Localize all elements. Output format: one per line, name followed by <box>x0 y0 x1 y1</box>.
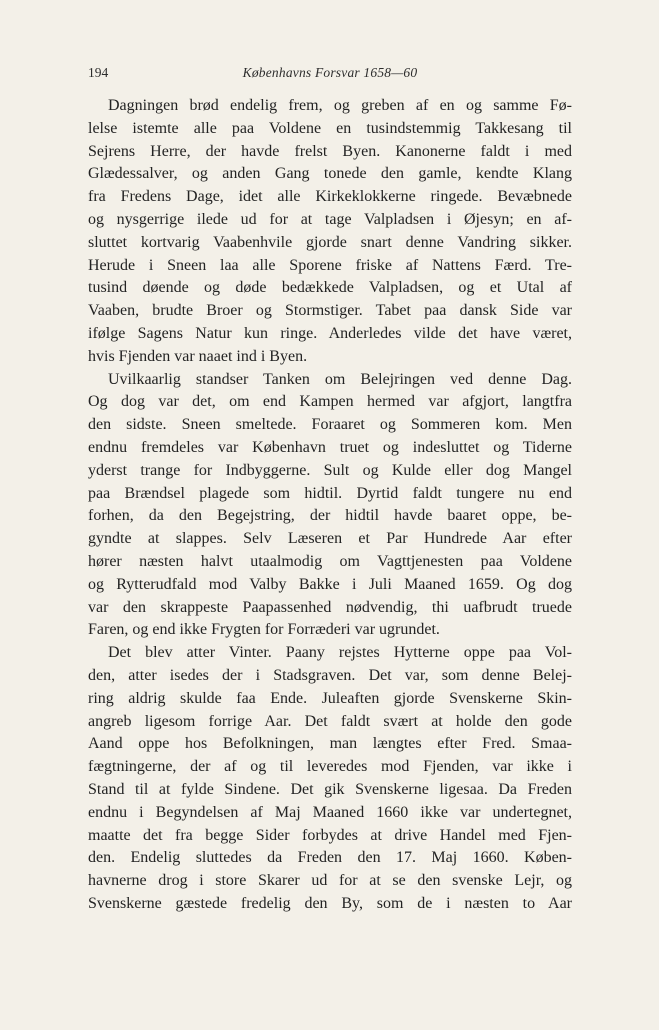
text-line: Det blev atter Vinter. Paany rejstes Hytterne oppe paa Vol- <box>108 644 572 662</box>
text-line: fra Fredens Dage, idet alle Kirkeklokkerne ringede. Bevæbnede <box>88 188 572 206</box>
text-line: forhen, da den Begejstring, der hidtil havde baaret oppe, be- <box>88 507 572 525</box>
text-line: paa Brændsel plagede som hidtil. Dyrtid faldt tungere nu end <box>88 484 572 502</box>
text-line: yderst trange for Indbyggerne. Sult og Kulde eller dog Mangel <box>88 461 572 479</box>
text-line: endnu fremdeles var København truet og indesluttet og Tiderne <box>88 438 572 456</box>
text-line: Herude i Sneen laa alle Sporene friske af Nattens Færd. Tre- <box>88 256 572 274</box>
text-line: og nysgerrige ilede ud for at tage Valpladsen i Øjesyn; en af- <box>88 210 572 228</box>
text-line: tusind døende og døde bedækkede Valpladsen, og et Utal af <box>88 279 572 297</box>
text-line: Vaaben, brudte Broer og Stormstiger. Tabet paa dansk Side var <box>88 302 572 320</box>
text-line: gyndte at slappes. Selv Læseren et Par Hundrede Aar efter <box>88 530 572 548</box>
text-line: Og dog var det, om end Kampen hermed var afgjort, langtfra <box>88 393 572 411</box>
text-line: den sidste. Sneen smeltede. Foraaret og Sommeren kom. Men <box>88 416 572 434</box>
text-line: Dagningen brød endelig frem, og greben af en og samme Fø- <box>108 97 572 114</box>
text-line: endnu i Begyndelsen af Maj Maaned 1660 ikke var undertegnet, <box>88 803 572 821</box>
text-line: den, atter isedes der i Stadsgraven. Det var, som denne Belej- <box>88 666 572 684</box>
text-line: hvis Fjenden var naaet ind i Byen. <box>88 347 308 365</box>
text-line: angreb ligesom forrige Aar. Det faldt svært at holde den gode <box>88 712 572 730</box>
page-header <box>88 63 572 83</box>
text-line: ring aldrig skulde faa Ende. Juleaften gjorde Svenskerne Skin- <box>88 689 572 707</box>
text-line: den. Endelig sluttedes da Freden den 17. Maj 1660. Køben- <box>88 849 572 867</box>
text-line: var den skrappeste Paapassenhed nødvendig, thi uafbrudt truede <box>88 598 572 616</box>
text-line: maatte det fra begge Sider forbydes at drive Handel med Fjen- <box>88 826 572 844</box>
text-line: havnerne drog i store Skarer ud for at se den svenske Lejr, og <box>88 872 572 890</box>
text-line: Stand til at fylde Sindene. Det gik Svenskerne ligesaa. Da Freden <box>88 780 572 798</box>
text-line: lelse istemte alle paa Voldene en tusindstemmig Takkesang til <box>88 119 572 137</box>
text-line: Svenskerne gæstede fredelig den By, som de i næsten to Aar <box>88 894 572 912</box>
text-line: hører næsten halvt utaalmodig om Vagttjenesten paa Voldene <box>88 552 572 570</box>
text-line: Glædessalver, og anden Gang tonede den gamle, kendte Klang <box>88 165 572 183</box>
text-line: Aand oppe hos Befolkningen, man længtes efter Fred. Smaa- <box>88 735 572 753</box>
text-line: fægtningerne, der af og til leveredes mod Fjenden, var ikke i <box>88 758 572 776</box>
text-line: ifølge Sagens Natur kun ringe. Anderledes vilde det have været, <box>88 324 572 342</box>
text-line: Faren, og end ikke Frygten for Forræderi var ugrundet. <box>88 621 440 639</box>
running-title: Københavns Forsvar 1658—60 <box>242 65 418 80</box>
text-line: Uvilkaarlig standser Tanken om Belejringen ved denne Dag. <box>108 370 572 388</box>
page-number: 194 <box>88 65 109 80</box>
text-line: Sejrens Herre, der havde frelst Byen. Kanonerne faldt i med <box>88 142 572 160</box>
text-line: og Rytterudfald mod Valby Bakke i Juli Maaned 1659. Og dog <box>88 575 572 593</box>
text-line: sluttet kortvarig Vaabenhvile gjorde snart denne Vandring sikker. <box>88 233 572 251</box>
body-text <box>88 95 572 916</box>
